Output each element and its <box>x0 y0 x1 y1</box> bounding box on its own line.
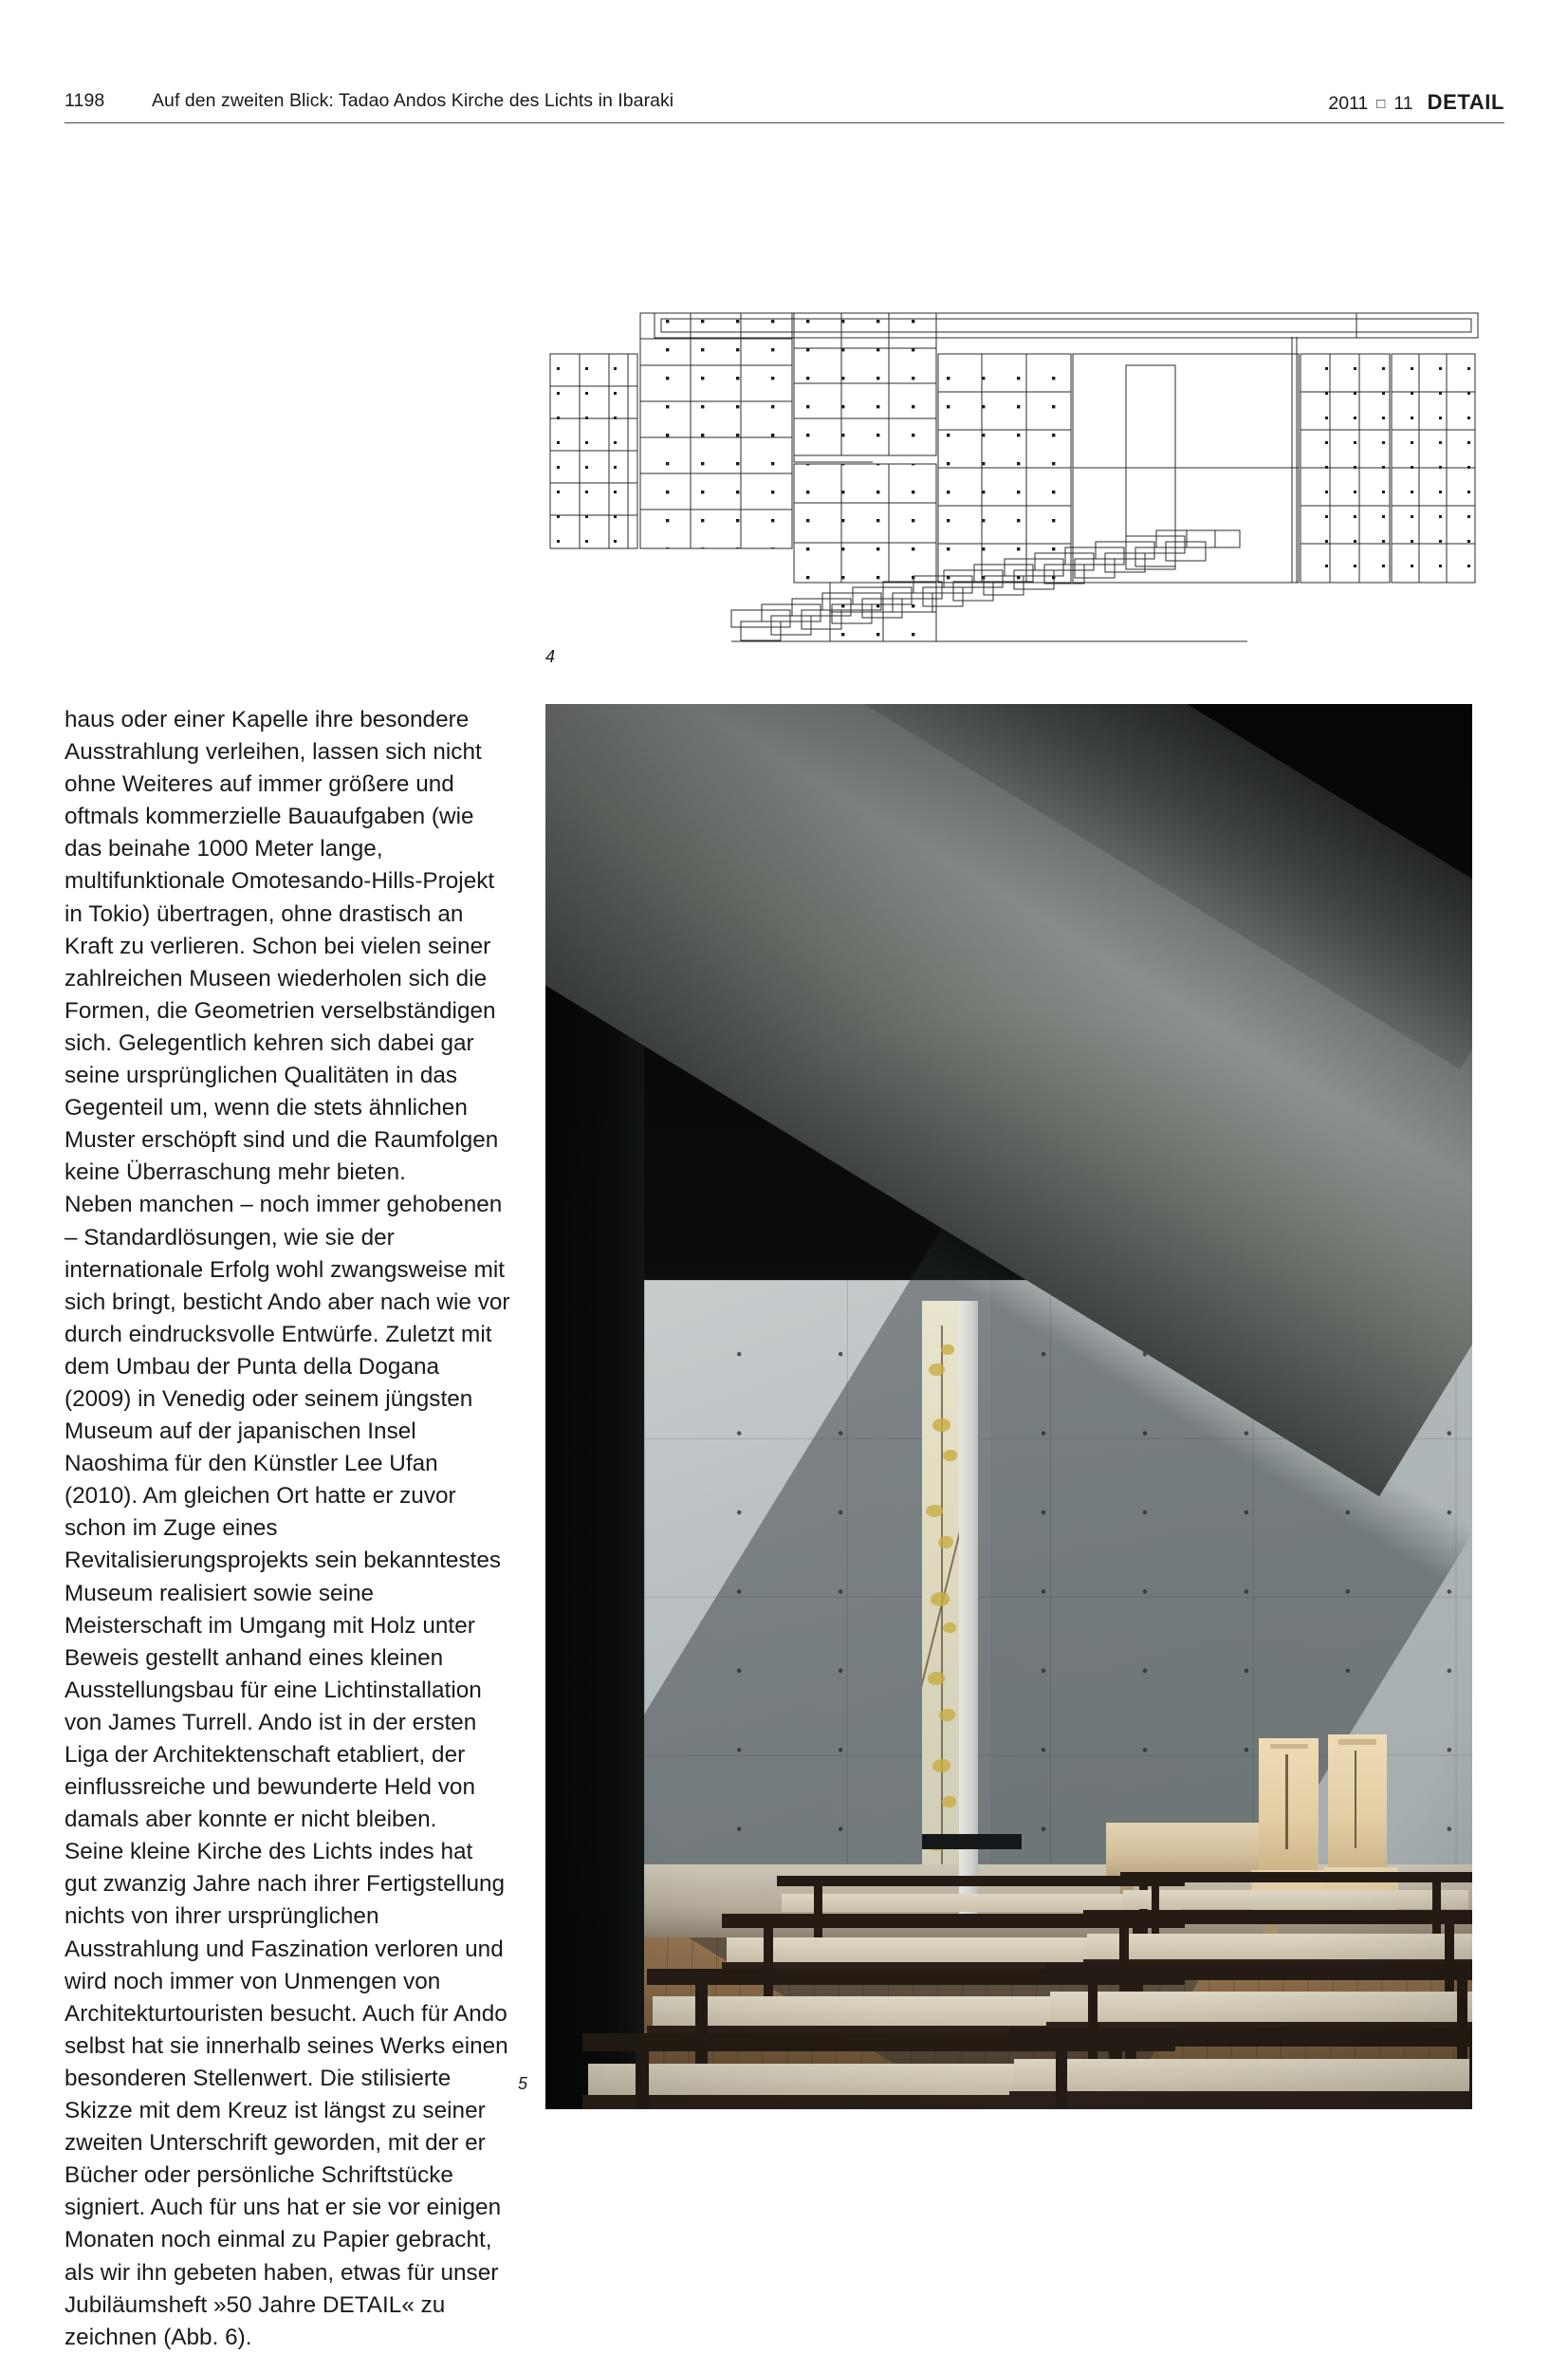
photo-chair-right <box>1328 1734 1388 1874</box>
figure-5-caption: 5 <box>518 2074 528 2093</box>
running-head <box>65 90 1504 122</box>
page-folio: 1198 <box>65 90 105 111</box>
header-rule <box>65 122 1504 123</box>
issue-number: 11 <box>1393 93 1413 114</box>
figure-4-caption: 4 <box>545 647 556 666</box>
running-head-issue-block <box>1328 90 1504 115</box>
issue-year: 2011 <box>1328 93 1369 114</box>
photo-window-jamb <box>959 1301 979 1919</box>
photo-pew-row-1r <box>1009 2028 1473 2109</box>
article-body <box>65 704 510 2354</box>
body-paragraph-3: Seine kleine Kirche des Lichts indes hat gut zwanzig Jahre nach ihrer Fertigstellung nichts von ihrer ursprünglichen Ausstrahlung und Faszination verloren und wird noch immer von Unmengen von Architekturtouristen besucht. Auch für Ando selbst hat sie innerhalb seines Werks einen besonderen Stellenwert. Die stilisierte Skizze mit dem Kreuz ist längst zu seiner zweiten Unterschrift geworden, mit der er Bücher oder persönliche Schriftstücke signiert. Auch für uns hat er sie vor einigen Monaten noch einmal zu Papier gebracht, als wir ihn gebeten haben, etwas für unser Jubiläumsheft »50 Jahre DETAIL« zu zeichnen (Abb. 6). <box>65 1839 508 2350</box>
body-paragraph-2: Neben manchen – noch immer gehobenen – Standardlösungen, wie sie der internationale Erfolg wohl zwangsweise mit sich bringt, besticht Ando aber nach wie vor durch eindrucksvolle Entwürfe. Zuletzt mit dem Umbau der Punta della Dogana (2009) in Venedig oder seinem jüngsten Museum auf der japanischen Insel Naoshima für den Künstler Lee Ufan (2010). Am gleichen Ort hatte er zuvor schon im Zuge eines Revitalisierungsprojekts sein bekanntestes Museum realisiert sowie seine Meisterschaft im Umgang mit Holz unter Beweis gestellt anhand eines kleinen Ausstellungsbau für eine Lichtinstallation von James Turrell. Ando ist in der ersten Liga der Architektenschaft etabliert, der einflussreiche und bewunderte Held von damals aber konnte er nicht bleiben. <box>65 1192 510 1833</box>
figure-4-elevation-drawing <box>545 308 1480 645</box>
elevation-svg <box>545 308 1480 645</box>
photo-scene <box>545 704 1472 2109</box>
body-paragraph-1: haus oder einer Kapelle ihre besondere Ausstrahlung verleihen, lassen sich nicht ohne Weiteres auf immer größere und oftmals kommerzielle Bauaufgaben (wie das beinahe 1000 Meter lange, multifunktionale Omotesando-Hills-Projekt in Tokio) übertragen, ohne drastisch an Kraft zu verlieren. Schon bei vielen seiner zahlreichen Museen wiederholen sich die Formen, die Geometrien verselbständigen sich. Gelegentlich kehren sich dabei gar seine ursprünglichen Qualitäten in das Gegenteil um, wenn die stets ähnlichen Muster erschöpft sind und die Raumfolgen keine Überraschung mehr bieten. <box>65 707 499 1186</box>
magazine-logo: DETAIL <box>1427 90 1504 114</box>
running-head-title: Auf den zweiten Blick: Tadao Andos Kirche des Lichts in Ibaraki <box>152 90 674 111</box>
square-separator-icon: □ <box>1376 96 1386 112</box>
photo-light-slot-window <box>922 1301 959 1919</box>
figure-5-photograph <box>545 704 1472 2109</box>
photo-window-transom <box>922 1834 1023 1849</box>
photo-chair-left <box>1259 1738 1319 1873</box>
